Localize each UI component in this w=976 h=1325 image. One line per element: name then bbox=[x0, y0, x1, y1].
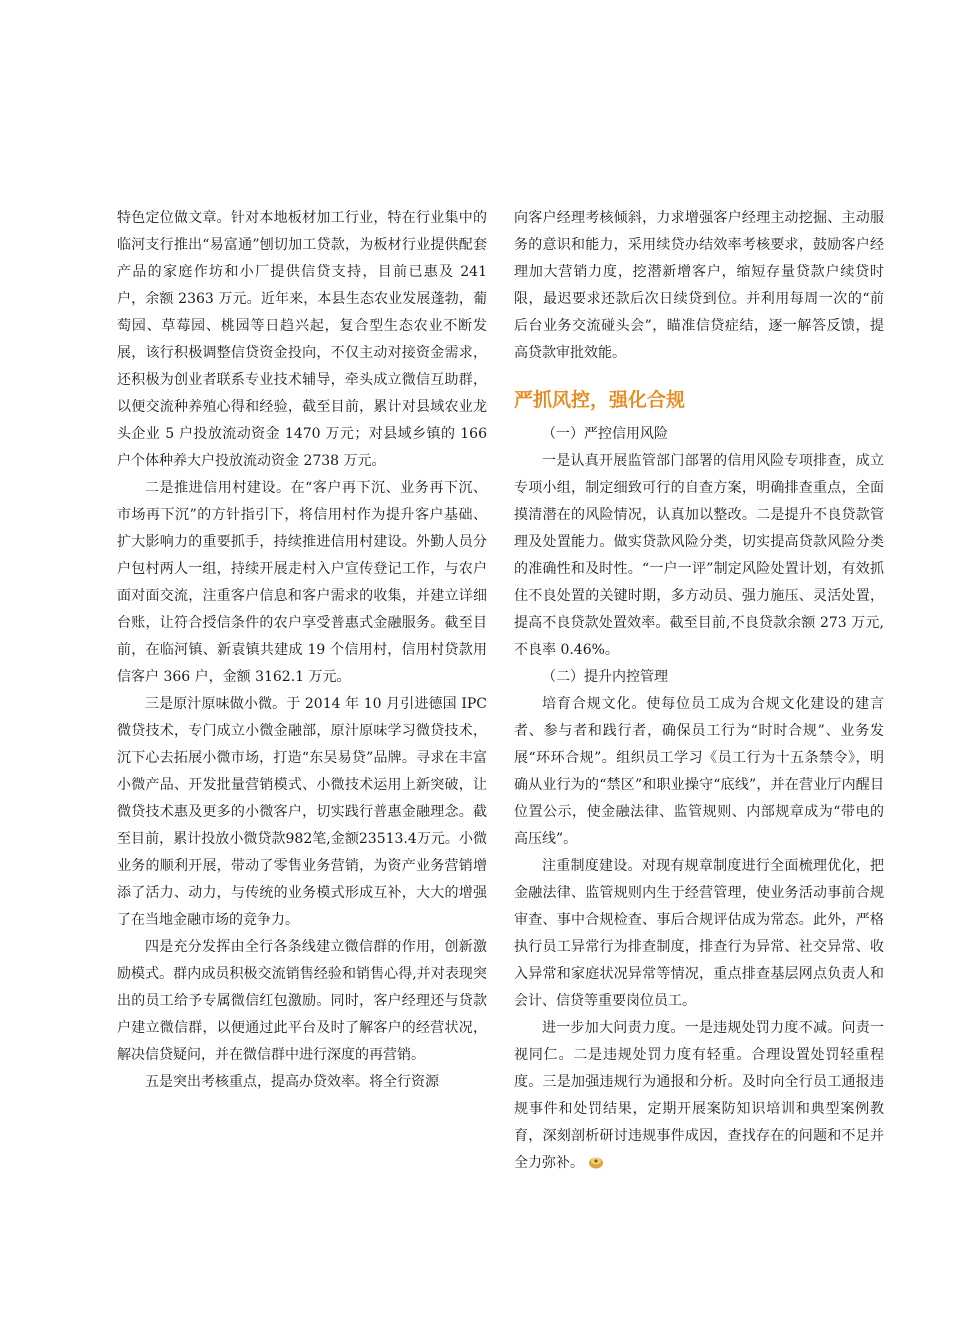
paragraph-wechat-groups: 四是充分发挥由全行各条线建立微信群的作用，创新激励模式。群内成员积极交流销售经验和销售心得,并对表现突出的员工给予专属微信红包激励。同时，客户经理还与贷款户建立微信群，以便通过此平台及时了解客户的经营状况，解决信贷疑问，并在微信群中进行深度的再营销。 bbox=[117, 939, 487, 1063]
paragraph-continued: 特色定位做文章。针对本地板材加工行业，特在行业集中的临河支行推出“易富通”刨切加工贷款，为板材行业提供配套产品的家庭作坊和小厂提供信贷支持，目前已惠及 241 户，余额 2363 万元。近年来，本县生态农业发展蓬勃，葡萄园、草莓园、桃园等日趋兴起，复合型生态农业不断发展，该行积极调整信贷资金投向，不仅主动对接资金需求，还积极为创业者联系专业技术辅导，牵头成立微信互助群，以便交流种养殖心得和经验，截至目前，累计对县域农业龙头企业 5 户投放流动资金 1470 万元；对县域乡镇的 166 户个体种养大户投放流动资金 2738 万元。 bbox=[117, 210, 487, 469]
paragraph-assessment-continued: 向客户经理考核倾斜，力求增强客户经理主动挖掘、主动服务的意识和能力，采用续贷办结效率考核要求，鼓励客户经理加大营销力度，挖潜新增客户，缩短存量贷款户续贷时限，最迟要求还款后次日续贷到位。并利用每周一次的“前后台业务交流碰头会”，瞄准信贷症结，逐一解答反馈，提高贷款审批效能。 bbox=[514, 210, 884, 361]
subheading-internal-control: （二）提升内控管理 bbox=[542, 669, 668, 685]
paragraph-microfinance: 三是原汁原味做小微。于 2014 年 10 月引进德国 IPC 微贷技术，专门成立小微金融部，原汁原味学习微贷技术，沉下心去拓展小微市场，打造“东吴易贷”品牌。寻求在丰富小微产品、开发批量营销模式、小微技术运用上新突破，让微贷技术惠及更多的小微客户，切实践行普惠金融理念。截至目前，累计投放小微贷款982笔,金额23513.4万元。小微业务的顺利开展，带动了零售业务营销，为资产业务营销增添了活力、动力，与传统的业务模式形成互补，大大的增强了在当地金融市场的竞争力。 bbox=[117, 696, 487, 928]
section-heading: 严抓风控，强化合规 bbox=[514, 389, 686, 411]
paragraph-assessment: 五是突出考核重点，提高办贷效率。将全行资源 bbox=[145, 1074, 439, 1090]
end-mark-icon bbox=[588, 1154, 604, 1170]
paragraph-compliance-culture: 培育合规文化。使每位员工成为合规文化建设的建言者、参与者和践行者，确保员工行为“时时合规”、业务发展“环环合规”。组织员工学习《员工行为十五条禁令》，明确从业行为的“禁区”和职业操守“底线”，并在营业厅内醒目位置公示，使金融法律、监管规则、内部规章成为“带电的高压线”。 bbox=[514, 696, 884, 847]
left-column bbox=[117, 205, 487, 1096]
paragraph-system-building: 注重制度建设。对现有规章制度进行全面梳理优化，把金融法律、监管规则内生于经营管理，使业务活动事前合规审查、事中合规检查、事后合规评估成为常态。此外，严格执行员工异常行为排查制度，排查行为异常、社交异常、收入异常和家庭状况异常等情况，重点排查基层网点负责人和会计、信贷等重要岗位员工。 bbox=[514, 858, 884, 1009]
right-column bbox=[514, 205, 884, 1177]
paragraph-credit-risk: 一是认真开展监管部门部署的信用风险专项排查，成立专项小组，制定细致可行的自查方案，明确排查重点，全面摸清潜在的风险情况，认真加以整改。二是提升不良贷款管理及处置能力。做实贷款风险分类，切实提高贷款风险分类的准确性和及时性。“一户一评”制定风险处置计划，有效抓住不良处置的关键时期，多方动员、强力施压、灵活处置，提高不良贷款处置效率。截至目前,不良贷款余额 273 万元,不良率 0.46%。 bbox=[514, 453, 884, 658]
accountability-text: 进一步加大问责力度。一是违规处罚力度不减。问责一视同仁。二是违规处罚力度有轻重。合理设置处罚轻重程度。三是加强违规行为通报和分析。及时向全行员工通报违规事件和处罚结果，定期开展案防知识培训和典型案例教育，深刻剖析研讨违规事件成因，查找存在的问题和不足并全力弥补。 bbox=[514, 1020, 884, 1171]
paragraph-accountability bbox=[514, 1015, 884, 1177]
paragraph-credit-village: 二是推进信用村建设。在“客户再下沉、业务再下沉、市场再下沉”的方针指引下，将信用村作为提升客户基础、扩大影响力的重要抓手，持续推进信用村建设。外勤人员分户包村两人一组，持续开展走村入户宣传登记工作，与农户面对面交流，注重客户信息和客户需求的收集，并建立详细台账，让符合授信条件的农户享受普惠式金融服务。截至目前，在临河镇、新袁镇共建成 19 个信用村，信用村贷款用信客户 366 户，金额 3162.1 万元。 bbox=[117, 480, 487, 685]
subheading-credit-risk: （一）严控信用风险 bbox=[542, 426, 668, 442]
